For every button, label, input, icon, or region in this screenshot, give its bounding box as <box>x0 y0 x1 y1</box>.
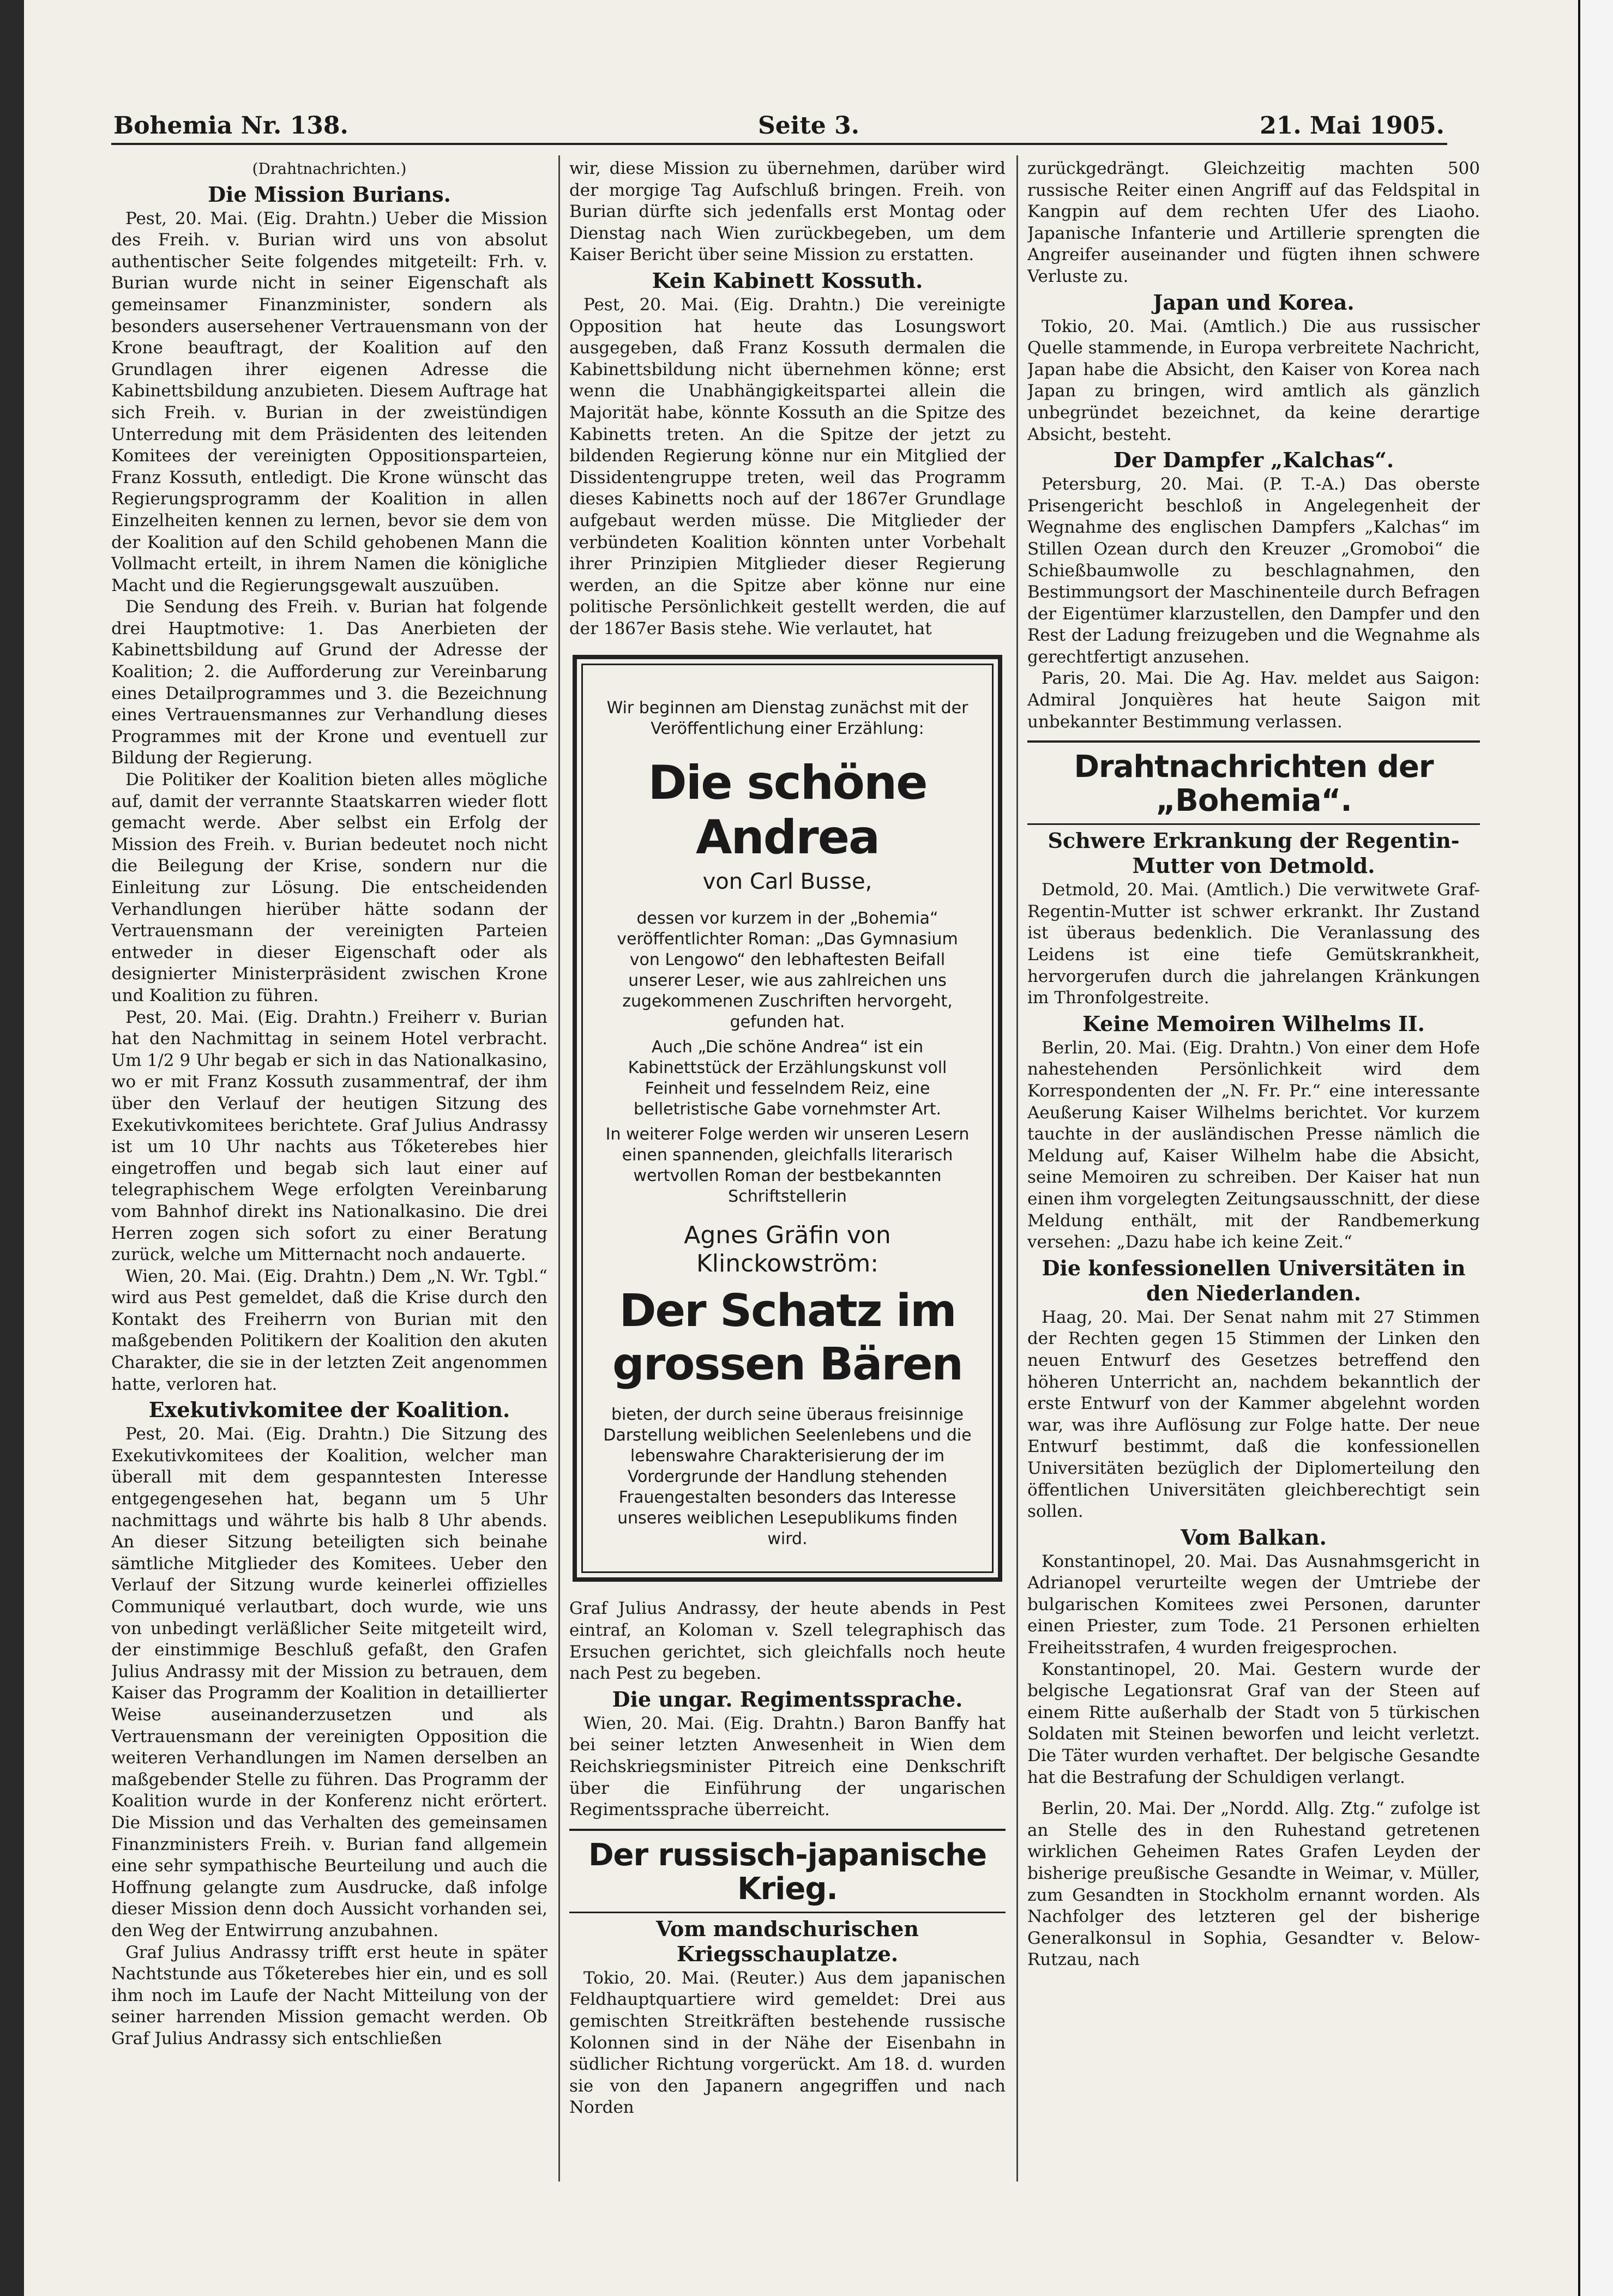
column-1 <box>111 158 547 2181</box>
article-paragraph: Die Politiker der Koalition bieten alles mögliche auf, damit der verrannte Staatskarren wieder flott gemacht werde. Aber selbst ein Erfolg der Mission des Freih. v. Burian bedeutet noch nicht die Beilegung der Krise, sondern nur die Einleitung zur Lösung. Die entscheidenden Verhandlungen hierüber hätte sodann der Vertrauensmann der vereinigten Parteien entweder in dieser Eigenschaft oder als designierter Ministerpräsident zwischen Krone und Koalition zu führen. <box>111 770 547 1005</box>
article-title: Die Mission Burians. <box>208 182 451 207</box>
article-title: Keine Memoiren Wilhelms II. <box>1082 1011 1425 1036</box>
newspaper-page <box>24 0 1578 2296</box>
ad-title-story: Die schöne Andrea <box>648 756 927 865</box>
header-paper-issue: Bohemia Nr. 138. <box>113 112 348 140</box>
article-paragraph: Berlin, 20. Mai. Der „Nordd. Allg. Ztg.“ zufolge ist an Stelle des in den Ruhestand getretenen wirklichen Geheimen Rates Grafen Leyden der bisherige preußische Gesandte in Weimar, v. Müller, zum Gesandten in Stockholm ernannt worden. Als Nachfolger des letzteren gel der bisherige Generalkonsul in Sophia, Gesandter v. Below-Rutzau, nach <box>1027 1799 1480 1970</box>
article-paragraph: Die Sendung des Freih. v. Burian hat folgende drei Hauptmotive: 1. Das Anerbieten der Kabinettsbildung auf Grund der Adresse der Koalition; 2. die Aufforderung zur Vereinbarung eines Detailprogrammes und 3. die Bezeichnung eines Vertrauensmannes zur Verhandlung dieses Programmes mit der Krone und eventuell zur Bildung der Regierung. <box>111 597 547 768</box>
article-paragraph: Tokio, 20. Mai. (Amtlich.) Die aus russischer Quelle stammende, in Europa verbreitete Nachricht, Japan habe die Absicht, den Kaiser von Korea nach Japan zu bringen, wird amtlich als gänzlich unbegründet bezeichnet, da keine derartige Absicht, besteht. <box>1027 316 1480 444</box>
scan-edge-left <box>0 0 24 2296</box>
section-heading-war: Der russisch-japanische Krieg. <box>569 1829 1006 1913</box>
column-divider <box>558 155 560 2181</box>
article-title: Japan und Korea. <box>1153 290 1355 315</box>
article-paragraph: zurückgedrängt. Gleichzeitig machten 500 russische Reiter einen Angriff auf das Feldspital in Kangpin auf dem rechten Ufer des Liaoho. Japanische Infanterie und Artillerie sprengten die Angreifer auseinander und fügten ihnen schwere Verluste zu. <box>1027 159 1480 286</box>
article-title: Die konfessionellen Universitäten in den Niederlanden. <box>1042 1255 1466 1305</box>
article-title: Der Dampfer „Kalchas“. <box>1113 448 1394 473</box>
article-title: Kein Kabinett Kossuth. <box>652 268 923 293</box>
article-paragraph: Petersburg, 20. Mai. (P. T.-A.) Das oberste Prisengericht beschloß in Angelegenheit der Wegnahme des englischen Dampfers „Kalchas“ im Stillen Ozean durch den Kreuzer „Gromoboi“ die Schießbaumwolle zu beschlagnahmen, den Bestimmungsort der Maschinenteile durch Befragen der Eigentümer klarzustellen, den Dampfer und den Rest der Ladung freizugeben und die Wegnahme als gerechtfertigt anzusehen. <box>1027 474 1480 667</box>
article-paragraph: Konstantinopel, 20. Mai. Gestern wurde der belgische Legationsrat Graf van der Steen auf einem Ritte außerhalb der Stadt von 5 türkischen Soldaten mit Steinen beworfen und leicht verletzt. Die Täter wurden verhaftet. Der belgische Gesandte hat die Bestrafung der Schuldigen verlangt. <box>1027 1659 1480 1787</box>
article-paragraph: wir, diese Mission zu übernehmen, darüber wird der morgige Tag Aufschluß bringen. Freih. von Burian dürfte sich jedenfalls erst Montag oder Dienstag nach Wien zurückbegeben, um dem Kaiser Bericht über seine Mission zu erstatten. <box>569 159 1006 265</box>
article-paragraph: Haag, 20. Mai. Der Senat nahm mit 27 Stimmen der Rechten gegen 15 Stimmen der Linken den neuen Entwurf des Gesetzes betreffend den höheren Unterricht an, nachdem bekanntlich der erste Entwurf von der Kammer abgelehnt worden war, was ihre Auflösung zur Folge hatte. Der neue Entwurf bestimmt, daß die konfessionellen Universitäten bezüglich der Diplomerteilung den öffentlichen Universitäten gleichberechtigt sein sollen. <box>1027 1307 1480 1522</box>
column-divider <box>1016 155 1018 2181</box>
article-paragraph: Berlin, 20. Mai. (Eig. Drahtn.) Von einer dem Hofe nahestehenden Persönlichkeit wird dem Korrespondenten der „N. Fr. Pr.“ eine interessante Aeußerung Kaiser Wilhelms berichtet. Vor kurzem tauchte in der ausländischen Presse nämlich die Meldung auf, Kaiser Wilhelm habe die Absicht, seine Memoiren zu schreiben. Der Kaiser hat nun einen ihm vorgelegten Zeitungsausschnitt, der diese Meldung enthält, mit der Randbemerkung versehen: „Dazu habe ich keine Zeit.“ <box>1027 1038 1480 1252</box>
article-paragraph: Graf Julius Andrassy, der heute abends in Pest eintraf, an Koloman v. Szell telegraphisch das Ersuchen gerichtet, sich gleichfalls noch heute nach Pest zu begeben. <box>569 1599 1006 1684</box>
article-title: Exekutivkomitee der Koalition. <box>148 1397 510 1423</box>
section-heading-bohemia: Drahtnachrichten der „Bohemia“. <box>1027 740 1480 825</box>
ad-text: Auch „Die schöne Andrea“ ist ein Kabinettstück der Erzählungskunst voll Feinheit und fesselndem Reiz, eine belletristische Gabe vornehmster Art. <box>628 1038 947 1119</box>
ad-body <box>600 908 974 1207</box>
ad-text: In weiterer Folge werden wir unseren Lesern einen spannenden, gleichfalls literarisch wertvollen Roman der bestbekannten Schriftstellerin <box>605 1125 970 1207</box>
column-2-top <box>569 158 1006 640</box>
spacer <box>1027 1788 1480 1798</box>
column-3-top <box>1027 158 1480 733</box>
serial-announcement <box>581 664 994 1573</box>
article-paragraph: Pest, 20. Mai. (Eig. Drahtn.) Die vereinigte Opposition hat heute das Losungswort ausgegeben, daß Franz Kossuth dermalen die Kabinettsbildung nicht übernehmen könne; erst wenn die Unabhängigkeitspartei allein die Majorität habe, könnte Kossuth an die Spitze des Kabinetts treten. An die Spitze der jetzt zu bildenden Regierung könne nur ein Mitglied der Dissidentengruppe treten, weil das Programm dieses Kabinetts noch auf der 1867er Grundlage aufgebaut werden müsse. Die Mitglieder der verbündeten Koalition könnten unter Vorbehalt ihrer Prinzipien Mitglieder dieser Regierung werden, an die Spitze aber könne nur eine politische Persönlichkeit gestellt werden, die auf der 1867er Basis stehe. Wie verlautet, hat <box>569 294 1006 638</box>
column-3 <box>1027 158 1480 2181</box>
article-paragraph: Graf Julius Andrassy trifft erst heute in später Nachtstunde aus Tőketerebes hier ein, und es soll ihm noch im Laufe der Nacht Mitteilung von der seiner harrenden Mission gemacht werden. Ob Graf Julius Andrassy sich entschließen <box>111 1942 547 2048</box>
header-rule <box>111 143 1447 145</box>
ad-text: bieten, der durch seine überaus freisinnige Darstellung weiblichen Seelenlebens und die lebenswahre Charakterisierung der im Vordergrunde der Handlung stehenden Frauengestalten besonders das Interesse unseres weiblichen Lesepublikums finden wird. <box>603 1405 972 1549</box>
header-page-number: Seite 3. <box>758 112 860 140</box>
article-paragraph: Pest, 20. Mai. (Eig. Drahtn.) Ueber die Mission des Freih. v. Burian wird uns von absolut authentischer Seite folgendes mitgeteilt: Frh. v. Burian wurde nicht in seiner Eigenschaft als gemeinsamer Finanzminister, sondern als besonders ausersehener Vertrauensmann von der Krone beauftragt, der Koalition auf den Grundlagen ihrer eigenen Adresse die Kabinettsbildung anzubieten. Diesem Auftrage hat sich Freih. v. Burian in der zweistündigen Unterredung mit dem Präsidenten des leitenden Komitees der vereinigten Oppositionsparteien, Franz Kossuth, entledigt. Die Krone wünscht das Regierungsprogramm der Koalition in allen Einzelheiten kennen zu lernen, bevor sie dem von der Koalition auf den Schild gehobenen Mann die Vollmacht erteilt, in ihrem Namen die königliche Macht und die Regierungsgewalt auszuüben. <box>111 208 547 595</box>
article-paragraph: Wien, 20. Mai. (Eig. Drahtn.) Dem „N. Wr. Tgbl.“ wird aus Pest gemeldet, daß die Krise durch den Kontakt des Freiherrn von Burian mit den maßgebenden Politikern der Koalition den akuten Charakter, die sie in der letzten Zeit angenommen hatte, verloren hat. <box>111 1266 547 1394</box>
column-3-bohemia-news <box>1027 828 1480 1971</box>
column-2 <box>569 158 1006 2181</box>
article-paragraph: Pest, 20. Mai. (Eig. Drahtn.) Die Sitzung des Exekutivkomitees der Koalition, welcher man überall mit dem gespanntesten Interesse entgegengesehen hat, begann um 5 Uhr nachmittags und währte bis halb 8 Uhr abends. An dieser Sitzung beteiligten sich beinahe sämtliche Mitglieder des Komitees. Ueber den Verlauf der Sitzung wurde keinerlei offizielles Communiqué verlautbart, doch wurde, wie uns von unbedingt verläßlicher Seite mitgeteilt wird, der einstimmige Beschluß gefaßt, den Grafen Julius Andrassy mit der Mission zu betrauen, dem Kaiser das Programm der Koalition in detaillierter Weise auseinanderzusetzen und als Vertrauensmann der vereinigten Opposition die weiteren Verhandlungen im Namen derselben an maßgebender Stelle zu führen. Das Programm der Koalition wurde in der Konferenz nicht erörtert. Die Mission und das Verhalten des gemeinsamen Finanzministers Freih. v. Burian fand allgemein eine sehr sympathische Beurteilung und auch die Hoffnung gelangte zum Ausdrucke, daß infolge dieser Mission denn doch Aussicht vorhanden sei, den Weg der Entwirrung anzubahnen. <box>111 1424 547 1941</box>
article-title: Die ungar. Regimentssprache. <box>612 1686 963 1712</box>
ad-author-klinckowstroem: Agnes Gräfin von Klinckowström: <box>684 1221 891 1278</box>
header-date: 21. Mai 1905. <box>1260 112 1445 140</box>
article-title: Vom Balkan. <box>1181 1524 1327 1550</box>
article-paragraph: Pest, 20. Mai. (Eig. Drahtn.) Freiherr v. Burian hat den Nachmittag in seinem Hotel verbracht. Um 1/2 9 Uhr begab er sich in das Nationalkasino, wo er mit Franz Kossuth zusammentraf, der ihm über den Verlauf der heutigen Sitzung des Exekutivkomitees berichtete. Graf Julius Andrassy ist um 10 Uhr nachts aus Tőketerebes hier eingetroffen und begab sich laut einer auf telegraphischem Wege erfolgten Vereinbarung vom Bahnhof direkt ins Nationalkasino. Die drei Herren zogen sich sofort zu einer Beratung zurück, welche um Mitternacht noch andauerte. <box>111 1007 547 1265</box>
article-paragraph: Paris, 20. Mai. Die Ag. Hav. meldet aus Saigon: Admiral Jonquières hat heute Saigon mit unbekannter Bestimmung verlassen. <box>1027 668 1480 732</box>
article-paragraph: Wien, 20. Mai. (Eig. Drahtn.) Baron Banffy hat bei seiner letzten Anwesenheit in Wien dem Reichskriegsminister Pitreich eine Denkschrift über die Einführung der ungarischen Regimentssprache überreicht. <box>569 1713 1006 1820</box>
article-title: Vom mandschurischen Kriegsschauplatze. <box>655 1916 919 1966</box>
section-kicker: (Drahtnachrichten.) <box>252 160 407 178</box>
article-title: Schwere Erkrankung der Regentin-Mutter von Detmold. <box>1048 828 1460 878</box>
article-paragraph: Detmold, 20. Mai. (Amtlich.) Die verwitwete Graf-Regentin-Mutter ist schwer erkrankt. Ihr Zustand ist überaus bedenklich. Die Veranlassung des Leidens ist eine tiefe Gemütskrankheit, hervorgerufen durch die jahrelangen Kränkungen im Thronfolgestreite. <box>1027 880 1480 1008</box>
article-paragraph: Konstantinopel, 20. Mai. Das Ausnahmsgericht in Adrianopel verurteilte wegen der Umtriebe der bulgarischen Komitees zwei Personen, darunter einen Priester, zum Tode. 21 Personen erhielten Freiheitsstrafen, 4 wurden freigesprochen. <box>1027 1551 1480 1658</box>
serial-announcement-box <box>573 655 1002 1582</box>
ad-author-busse: von Carl Busse, <box>702 869 872 895</box>
ad-text: dessen vor kurzem in der „Bohemia“ veröffentlichter Roman: „Das Gymnasium von Lengowo“ den lebhaftesten Beifall unserer Leser, wie aus zahlreichen uns zugekommenen Zuschriften hervorgeht, gefunden hat. <box>617 909 958 1032</box>
ad-intro: Wir beginnen am Dienstag zunächst mit der Veröffentlichung einer Erzählung: <box>606 698 968 739</box>
scan-edge-right <box>1578 0 1613 2296</box>
article-paragraph: Tokio, 20. Mai. (Reuter.) Aus dem japanischen Feldhauptquartiere wird gemeldet: Drei aus gemischten Streitkräften bestehende russische Kolonnen sind in der Nähe der Eisenbahn in südlicher Richtung vorgerückt. Am 18. d. wurden sie von den Japanern angegriffen und nach Norden <box>569 1968 1006 2118</box>
ad-title-novel: Der Schatz im grossen Bären <box>612 1285 962 1391</box>
column-2-bottom <box>569 1598 1006 1821</box>
